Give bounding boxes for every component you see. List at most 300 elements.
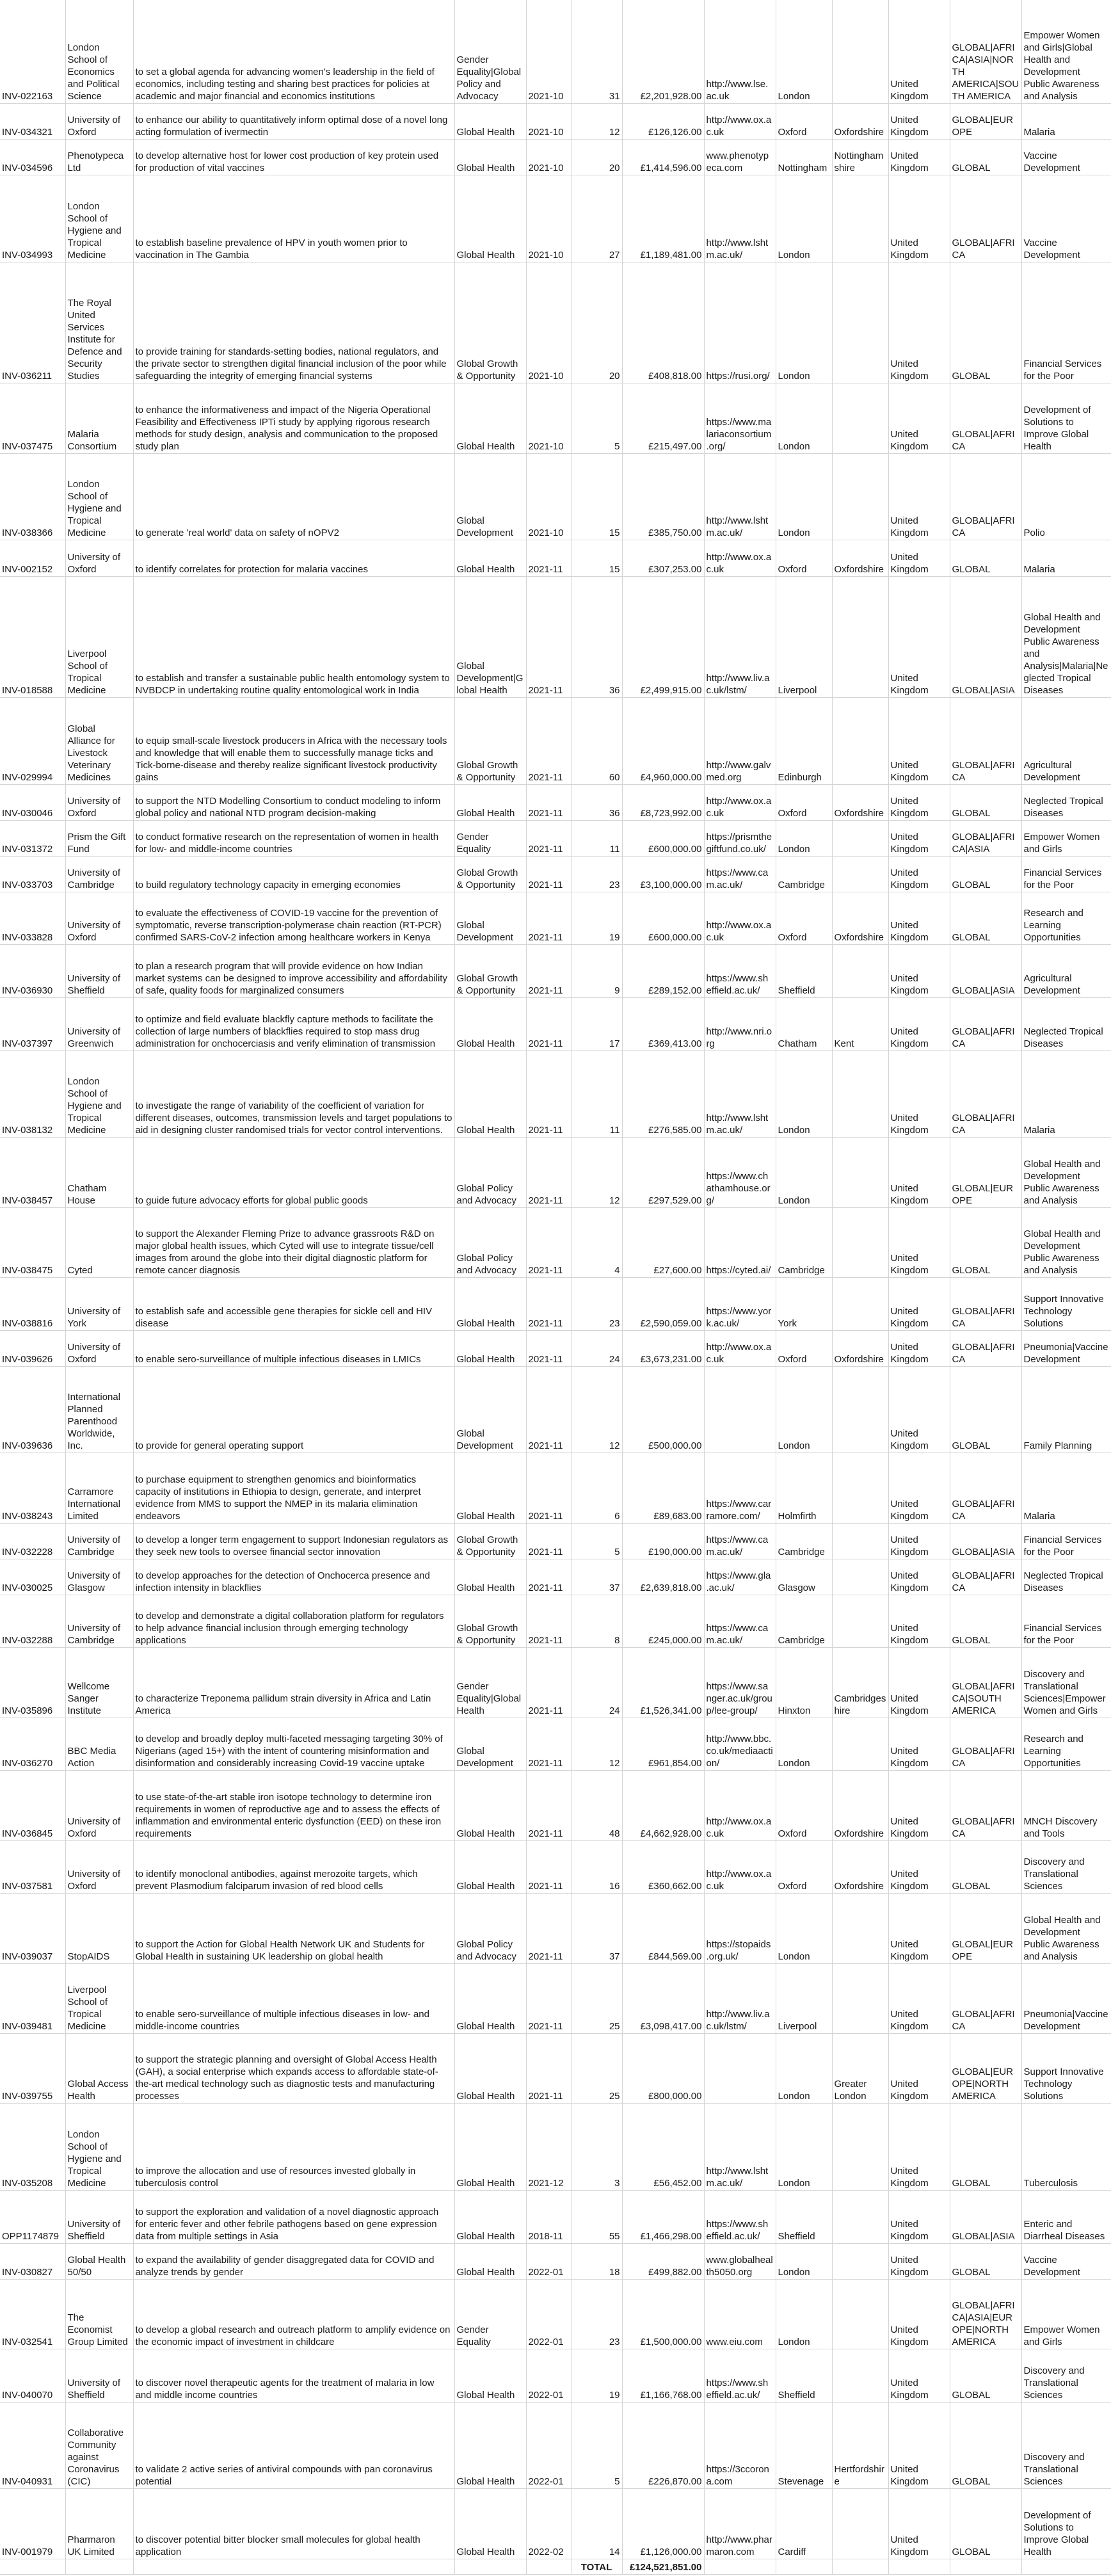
cell-purpose: to develop a global research and outreach platform to amplify evidence on the economic impact of investment in childcare xyxy=(133,2279,454,2349)
cell-grant-id: INV-038132 xyxy=(0,1051,65,1138)
cell-purpose: to enable sero-surveillance of multiple infectious diseases in LMICs xyxy=(133,1330,454,1366)
cell-amount: £408,818.00 xyxy=(622,262,704,383)
cell-city: Oxford xyxy=(776,1771,832,1840)
cell-division: Global Development xyxy=(454,1366,526,1453)
cell-county: Oxfordshire xyxy=(832,1330,888,1366)
cell-country: United Kingdom xyxy=(888,856,950,892)
table-row xyxy=(0,2033,1111,2103)
cell-date: 2021-11 xyxy=(526,697,571,784)
cell-website: https://www.gla.ac.uk/ xyxy=(704,1559,776,1595)
cell-purpose: to purchase equipment to strengthen genomics and bioinformatics capacity of institutions in Ethiopia to design, generate, and interpret evidence from MMS to support the NMEP in its malaria elimination endeavors xyxy=(133,1453,454,1523)
cell-website: www.eiu.com xyxy=(704,2279,776,2349)
cell-country: United Kingdom xyxy=(888,104,950,140)
cell-county xyxy=(832,576,888,697)
cell-grantee: Global Alliance for Livestock Veterinary Medicines xyxy=(65,697,133,784)
cell-website: https://www.sheffield.ac.uk/ xyxy=(704,945,776,998)
cell-county xyxy=(832,2279,888,2349)
cell-region: GLOBAL|EUROPE xyxy=(950,1138,1021,1207)
cell-division: Global Policy and Advocacy xyxy=(454,1207,526,1277)
cell-amount: £126,126.00 xyxy=(622,104,704,140)
cell-duration-months: 24 xyxy=(571,1648,622,1718)
cell-purpose: to validate 2 active series of antiviral compounds with pan coronavirus potential xyxy=(133,2402,454,2489)
cell-region: GLOBAL|ASIA xyxy=(950,2190,1021,2243)
cell-division: Global Health xyxy=(454,1963,526,2033)
cell-grant-id: INV-036845 xyxy=(0,1771,65,1840)
cell-grantee: Prism the Gift Fund xyxy=(65,820,133,856)
cell-topic: Discovery and Translational Sciences xyxy=(1021,1840,1111,1894)
cell-website: https://www.chathamhouse.org/ xyxy=(704,1138,776,1207)
cell-region: GLOBAL xyxy=(950,2349,1021,2402)
cell-purpose: to support the NTD Modelling Consortium to conduct modeling to inform global policy and national NTD program decision-making xyxy=(133,784,454,820)
cell-grant-id: INV-033703 xyxy=(0,856,65,892)
cell-duration-months: 20 xyxy=(571,140,622,175)
cell-grant-id: INV-036270 xyxy=(0,1718,65,1771)
cell-duration-months: 11 xyxy=(571,820,622,856)
cell-county xyxy=(832,856,888,892)
cell-amount: £3,100,000.00 xyxy=(622,856,704,892)
cell-topic: Global Health and Development Public Awareness and Analysis xyxy=(1021,1138,1111,1207)
cell-amount: £1,189,481.00 xyxy=(622,175,704,262)
cell-duration-months: 5 xyxy=(571,383,622,453)
cell-grant-id: INV-035208 xyxy=(0,2104,65,2191)
cell-website: https://www.york.ac.uk/ xyxy=(704,1277,776,1330)
cell-duration-months: 12 xyxy=(571,1138,622,1207)
cell-division: Gender Equality|Global Health xyxy=(454,1648,526,1718)
cell-region: GLOBAL xyxy=(950,1840,1021,1894)
cell-purpose: to develop and broadly deploy multi-faceted messaging targeting 30% of Nigerians (aged 15+) with the intent of countering misinformation and disinformation and considerably increasing Covid-19 vaccine uptake xyxy=(133,1718,454,1771)
cell-grantee: University of Sheffield xyxy=(65,2190,133,2243)
cell-county: Oxfordshire xyxy=(832,540,888,576)
cell-amount: £385,750.00 xyxy=(622,453,704,540)
cell-purpose: to equip small-scale livestock producers in Africa with the necessary tools and knowledge that will enable them to successfully manage ticks and Tick-borne-disease and thereby realize significant livestock productivity gains xyxy=(133,697,454,784)
cell-duration-months: 18 xyxy=(571,2243,622,2279)
cell-date: 2022-01 xyxy=(526,2402,571,2489)
cell-city: Cambridge xyxy=(776,1595,832,1648)
table-row xyxy=(0,2279,1111,2349)
cell-topic: Pneumonia|Vaccine Development xyxy=(1021,1963,1111,2033)
cell-amount: £226,870.00 xyxy=(622,2402,704,2489)
cell-date: 2022-02 xyxy=(526,2489,571,2559)
cell-duration-months: 8 xyxy=(571,1595,622,1648)
cell-grant-id: INV-030827 xyxy=(0,2243,65,2279)
cell-website: https://www.carramore.com/ xyxy=(704,1453,776,1523)
cell-topic: Discovery and Translational Sciences|Empower Women and Girls xyxy=(1021,1648,1111,1718)
cell-grantee: University of Oxford xyxy=(65,1771,133,1840)
cell-city: Sheffield xyxy=(776,945,832,998)
cell-purpose: to support the strategic planning and oversight of Global Access Health (GAH), a social enterprise which expands access to affordable state-of-the-art medical technology such as diagnostic tests and manufacturing processes xyxy=(133,2033,454,2103)
cell-division: Global Policy and Advocacy xyxy=(454,1138,526,1207)
cell-topic: Global Health and Development Public Awareness and Analysis xyxy=(1021,1207,1111,1277)
cell-duration-months: 12 xyxy=(571,104,622,140)
cell-city: London xyxy=(776,1366,832,1453)
cell-purpose: to establish and transfer a sustainable public health entomology system to NVBDCP in undertaking routine quality entomological work in India xyxy=(133,576,454,697)
cell-county xyxy=(832,1523,888,1559)
cell-region: GLOBAL|AFRICA xyxy=(950,997,1021,1051)
cell-duration-months: 5 xyxy=(571,2402,622,2489)
table-row xyxy=(0,383,1111,453)
cell-amount: £1,166,768.00 xyxy=(622,2349,704,2402)
cell-date: 2021-11 xyxy=(526,1771,571,1840)
cell-city: London xyxy=(776,2104,832,2191)
cell-city: Cambridge xyxy=(776,856,832,892)
cell-region: GLOBAL|ASIA xyxy=(950,945,1021,998)
total-row xyxy=(0,2559,1111,2574)
cell-date: 2021-10 xyxy=(526,262,571,383)
total-amount: £124,521,851.00 xyxy=(622,2559,704,2574)
cell-grantee: University of Greenwich xyxy=(65,997,133,1051)
cell-grantee: University of Cambridge xyxy=(65,1595,133,1648)
cell-topic: Support Innovative Technology Solutions xyxy=(1021,2033,1111,2103)
cell-amount: £1,126,000.00 xyxy=(622,2489,704,2559)
cell-city: London xyxy=(776,1051,832,1138)
cell-grant-id: OPP1174879 xyxy=(0,2190,65,2243)
table-row xyxy=(0,262,1111,383)
cell-country: United Kingdom xyxy=(888,1894,950,1963)
table-row xyxy=(0,945,1111,998)
cell-city: Holmfirth xyxy=(776,1453,832,1523)
cell-duration-months: 9 xyxy=(571,945,622,998)
cell-division: Global Health xyxy=(454,1277,526,1330)
cell-grantee: London School of Hygiene and Tropical Medicine xyxy=(65,175,133,262)
cell-grantee: London School of Hygiene and Tropical Medicine xyxy=(65,453,133,540)
cell-county xyxy=(832,262,888,383)
cell-grantee: StopAIDS xyxy=(65,1894,133,1963)
cell-division: Global Health xyxy=(454,2402,526,2489)
cell-topic: Agricultural Development xyxy=(1021,697,1111,784)
cell-amount: £1,466,298.00 xyxy=(622,2190,704,2243)
table-row xyxy=(0,1277,1111,1330)
cell-grantee: London School of Hygiene and Tropical Medicine xyxy=(65,2104,133,2191)
cell-topic: Financial Services for the Poor xyxy=(1021,1523,1111,1559)
cell-date: 2021-11 xyxy=(526,784,571,820)
cell-amount: £245,000.00 xyxy=(622,1595,704,1648)
cell-county xyxy=(832,697,888,784)
cell-duration-months: 14 xyxy=(571,2489,622,2559)
cell-country: United Kingdom xyxy=(888,892,950,945)
cell-topic: Empower Women and Girls|Global Health and Development Public Awareness and Analysis xyxy=(1021,0,1111,104)
cell-county xyxy=(832,453,888,540)
cell-division: Global Policy and Advocacy xyxy=(454,1894,526,1963)
table-row xyxy=(0,140,1111,175)
cell-county xyxy=(832,1718,888,1771)
cell-topic: Development of Solutions to Improve Global Health xyxy=(1021,2489,1111,2559)
cell-city: London xyxy=(776,383,832,453)
cell-duration-months: 36 xyxy=(571,784,622,820)
cell-region: GLOBAL|AFRICA|ASIA|NORTH AMERICA|SOUTH AMERICA xyxy=(950,0,1021,104)
cell-division: Global Health xyxy=(454,1840,526,1894)
cell-division: Global Health xyxy=(454,2104,526,2191)
cell-website: http://www.lshtm.ac.uk/ xyxy=(704,453,776,540)
cell-date: 2021-12 xyxy=(526,2104,571,2191)
cell-country: United Kingdom xyxy=(888,1840,950,1894)
table-row xyxy=(0,2402,1111,2489)
cell-grantee: University of York xyxy=(65,1277,133,1330)
cell-country: United Kingdom xyxy=(888,0,950,104)
cell-grant-id: INV-032288 xyxy=(0,1595,65,1648)
cell-duration-months: 37 xyxy=(571,1559,622,1595)
cell-grant-id: INV-035896 xyxy=(0,1648,65,1718)
cell-country: United Kingdom xyxy=(888,1559,950,1595)
cell-purpose: to enable sero-surveillance of multiple infectious diseases in low- and middle-income countries xyxy=(133,1963,454,2033)
cell-division: Global Growth & Opportunity xyxy=(454,856,526,892)
cell-topic: Financial Services for the Poor xyxy=(1021,1595,1111,1648)
cell-country: United Kingdom xyxy=(888,262,950,383)
cell-topic: Global Health and Development Public Awareness and Analysis|Malaria|Neglected Tropical Diseases xyxy=(1021,576,1111,697)
cell-city: Oxford xyxy=(776,104,832,140)
cell-purpose: to develop approaches for the detection of Onchocerca presence and infection intensity in blackflies xyxy=(133,1559,454,1595)
cell-city: Liverpool xyxy=(776,576,832,697)
cell-topic: Vaccine Development xyxy=(1021,175,1111,262)
cell-city: York xyxy=(776,1277,832,1330)
cell-duration-months: 36 xyxy=(571,576,622,697)
cell-country: United Kingdom xyxy=(888,1453,950,1523)
cell-city: Oxford xyxy=(776,784,832,820)
table-row xyxy=(0,1718,1111,1771)
cell-date: 2021-11 xyxy=(526,1138,571,1207)
cell-amount: £1,526,341.00 xyxy=(622,1648,704,1718)
cell-purpose: to conduct formative research on the representation of women in health for low- and middle-income countries xyxy=(133,820,454,856)
cell-duration-months: 6 xyxy=(571,1453,622,1523)
cell-purpose: to enhance our ability to quantitatively inform optimal dose of a novel long acting formulation of ivermectin xyxy=(133,104,454,140)
cell-city: London xyxy=(776,262,832,383)
cell-city: Sheffield xyxy=(776,2349,832,2402)
cell-amount: £2,201,928.00 xyxy=(622,0,704,104)
cell-amount: £89,683.00 xyxy=(622,1453,704,1523)
cell-purpose: to support the Alexander Fleming Prize to advance grassroots R&D on major global health issues, which Cyted will use to integrate tissue/cell images from around the globe into their digital diagnostic platform for remote cancer diagnosis xyxy=(133,1207,454,1277)
cell-division: Global Health xyxy=(454,2190,526,2243)
cell-city: Chatham xyxy=(776,997,832,1051)
cell-purpose: to establish safe and accessible gene therapies for sickle cell and HIV disease xyxy=(133,1277,454,1330)
cell-topic: Research and Learning Opportunities xyxy=(1021,1718,1111,1771)
table-row xyxy=(0,576,1111,697)
cell-duration-months: 5 xyxy=(571,1523,622,1559)
cell-amount: £2,590,059.00 xyxy=(622,1277,704,1330)
cell-county xyxy=(832,2243,888,2279)
cell-county xyxy=(832,175,888,262)
cell-duration-months: 20 xyxy=(571,262,622,383)
cell-date: 2022-01 xyxy=(526,2349,571,2402)
cell-city: Oxford xyxy=(776,540,832,576)
cell-grant-id: INV-038475 xyxy=(0,1207,65,1277)
cell-duration-months: 3 xyxy=(571,2104,622,2191)
cell-grantee: University of Oxford xyxy=(65,892,133,945)
cell-amount: £3,673,231.00 xyxy=(622,1330,704,1366)
cell-county xyxy=(832,383,888,453)
cell-region: GLOBAL xyxy=(950,1366,1021,1453)
cell-grant-id: INV-034596 xyxy=(0,140,65,175)
cell-division: Global Growth & Opportunity xyxy=(454,697,526,784)
cell-amount: £1,414,596.00 xyxy=(622,140,704,175)
cell-grant-id: INV-038366 xyxy=(0,453,65,540)
cell-amount: £499,882.00 xyxy=(622,2243,704,2279)
cell-division: Global Growth & Opportunity xyxy=(454,262,526,383)
table-row xyxy=(0,856,1111,892)
cell-purpose: to discover novel therapeutic agents for the treatment of malaria in low and middle income countries xyxy=(133,2349,454,2402)
cell-grantee: Wellcome Sanger Institute xyxy=(65,1648,133,1718)
cell-duration-months: 11 xyxy=(571,1051,622,1138)
cell-topic: MNCH Discovery and Tools xyxy=(1021,1771,1111,1840)
table-row xyxy=(0,2190,1111,2243)
cell-county xyxy=(832,0,888,104)
cell-date: 2021-11 xyxy=(526,1894,571,1963)
cell-website: http://www.liv.ac.uk/lstm/ xyxy=(704,576,776,697)
cell-purpose: to establish baseline prevalence of HPV in youth women prior to vaccination in The Gambia xyxy=(133,175,454,262)
total-section xyxy=(0,2559,1111,2574)
cell-country: United Kingdom xyxy=(888,1648,950,1718)
table-row xyxy=(0,540,1111,576)
cell-city: Cambridge xyxy=(776,1207,832,1277)
cell-country: United Kingdom xyxy=(888,576,950,697)
cell-date: 2022-01 xyxy=(526,2279,571,2349)
cell-region: GLOBAL|AFRICA xyxy=(950,453,1021,540)
cell-county xyxy=(832,2349,888,2402)
cell-purpose: to characterize Treponema pallidum strain diversity in Africa and Latin America xyxy=(133,1648,454,1718)
cell-grantee: Global Access Health xyxy=(65,2033,133,2103)
cell-city: London xyxy=(776,1718,832,1771)
cell-date: 2021-11 xyxy=(526,1277,571,1330)
cell-purpose: to support the Action for Global Health Network UK and Students for Global Health in sustaining UK leadership on global health xyxy=(133,1894,454,1963)
cell-date: 2018-11 xyxy=(526,2190,571,2243)
cell-topic: Vaccine Development xyxy=(1021,140,1111,175)
cell-duration-months: 23 xyxy=(571,1277,622,1330)
cell-division: Global Development|Global Health xyxy=(454,576,526,697)
cell-division: Global Development xyxy=(454,1718,526,1771)
cell-grantee: Chatham House xyxy=(65,1138,133,1207)
cell-grant-id: INV-030025 xyxy=(0,1559,65,1595)
cell-amount: £369,413.00 xyxy=(622,997,704,1051)
cell-grantee: University of Oxford xyxy=(65,104,133,140)
cell-region: GLOBAL|AFRICA xyxy=(950,1330,1021,1366)
cell-country: United Kingdom xyxy=(888,2279,950,2349)
cell-duration-months: 23 xyxy=(571,2279,622,2349)
cell-grant-id: INV-036930 xyxy=(0,945,65,998)
cell-city: Oxford xyxy=(776,892,832,945)
cell-topic: Support Innovative Technology Solutions xyxy=(1021,1277,1111,1330)
cell-website: http://www.ox.ac.uk xyxy=(704,1771,776,1840)
cell-county xyxy=(832,1277,888,1330)
cell-division: Global Health xyxy=(454,2349,526,2402)
cell-website: http://www.liv.ac.uk/lstm/ xyxy=(704,1963,776,2033)
cell-grantee: BBC Media Action xyxy=(65,1718,133,1771)
cell-website: https://www.sheffield.ac.uk/ xyxy=(704,2190,776,2243)
cell-duration-months: 15 xyxy=(571,540,622,576)
cell-county: Oxfordshire xyxy=(832,104,888,140)
table-row xyxy=(0,1894,1111,1963)
cell-grant-id: INV-037475 xyxy=(0,383,65,453)
table-row xyxy=(0,1840,1111,1894)
cell-region: GLOBAL xyxy=(950,1207,1021,1277)
cell-date: 2021-10 xyxy=(526,383,571,453)
cell-date: 2021-10 xyxy=(526,453,571,540)
cell-grant-id: INV-031372 xyxy=(0,820,65,856)
cell-division: Global Development xyxy=(454,453,526,540)
table-row xyxy=(0,2489,1111,2559)
cell-website: http://www.bbc.co.uk/mediaaction/ xyxy=(704,1718,776,1771)
cell-date: 2021-10 xyxy=(526,140,571,175)
cell-division: Global Health xyxy=(454,140,526,175)
cell-grant-id: INV-001979 xyxy=(0,2489,65,2559)
cell-website: https://www.cam.ac.uk/ xyxy=(704,1595,776,1648)
cell-region: GLOBAL xyxy=(950,540,1021,576)
cell-grant-id: INV-033828 xyxy=(0,892,65,945)
cell-grant-id: INV-002152 xyxy=(0,540,65,576)
cell-amount: £360,662.00 xyxy=(622,1840,704,1894)
cell-duration-months: 25 xyxy=(571,2033,622,2103)
cell-duration-months: 25 xyxy=(571,1963,622,2033)
cell-date: 2021-11 xyxy=(526,1207,571,1277)
cell-grant-id: INV-039636 xyxy=(0,1366,65,1453)
cell-city: London xyxy=(776,453,832,540)
cell-region: GLOBAL xyxy=(950,2104,1021,2191)
cell-amount: £2,639,818.00 xyxy=(622,1559,704,1595)
table-row xyxy=(0,1051,1111,1138)
cell-division: Global Health xyxy=(454,1051,526,1138)
cell-city: London xyxy=(776,2279,832,2349)
cell-country: United Kingdom xyxy=(888,1523,950,1559)
cell-division: Global Health xyxy=(454,540,526,576)
cell-date: 2021-11 xyxy=(526,820,571,856)
cell-date: 2021-11 xyxy=(526,856,571,892)
cell-duration-months: 4 xyxy=(571,1207,622,1277)
cell-grant-id: INV-018588 xyxy=(0,576,65,697)
cell-division: Global Growth & Opportunity xyxy=(454,1595,526,1648)
cell-website: https://cyted.ai/ xyxy=(704,1207,776,1277)
cell-country: United Kingdom xyxy=(888,1595,950,1648)
table-row xyxy=(0,1207,1111,1277)
cell-purpose: to develop alternative host for lower cost production of key protein used for production of vital vaccines xyxy=(133,140,454,175)
cell-website: https://www.cam.ac.uk/ xyxy=(704,856,776,892)
cell-grantee: University of Oxford xyxy=(65,784,133,820)
cell-county xyxy=(832,1138,888,1207)
cell-topic: Polio xyxy=(1021,453,1111,540)
cell-grantee: London School of Hygiene and Tropical Medicine xyxy=(65,1051,133,1138)
cell-country: United Kingdom xyxy=(888,2190,950,2243)
cell-date: 2021-10 xyxy=(526,175,571,262)
cell-amount: £27,600.00 xyxy=(622,1207,704,1277)
cell-division: Global Health xyxy=(454,997,526,1051)
cell-grantee: Pharmaron UK Limited xyxy=(65,2489,133,2559)
cell-division: Global Growth & Opportunity xyxy=(454,1523,526,1559)
cell-division: Global Health xyxy=(454,2033,526,2103)
cell-grant-id: INV-039626 xyxy=(0,1330,65,1366)
cell-division: Global Growth & Opportunity xyxy=(454,945,526,998)
cell-purpose: to guide future advocacy efforts for global public goods xyxy=(133,1138,454,1207)
cell-duration-months: 19 xyxy=(571,2349,622,2402)
cell-grant-id: INV-034321 xyxy=(0,104,65,140)
cell-division: Global Health xyxy=(454,1453,526,1523)
cell-county xyxy=(832,2104,888,2191)
cell-date: 2021-11 xyxy=(526,997,571,1051)
cell-website: https://www.malariaconsortium.org/ xyxy=(704,383,776,453)
cell-country: United Kingdom xyxy=(888,453,950,540)
cell-county: Oxfordshire xyxy=(832,892,888,945)
cell-region: GLOBAL|AFRICA xyxy=(950,383,1021,453)
cell-duration-months: 12 xyxy=(571,1718,622,1771)
cell-date: 2021-11 xyxy=(526,1840,571,1894)
cell-country: United Kingdom xyxy=(888,2402,950,2489)
cell-region: GLOBAL xyxy=(950,2243,1021,2279)
cell-city: Glasgow xyxy=(776,1559,832,1595)
cell-region: GLOBAL|EUROPE xyxy=(950,1894,1021,1963)
cell-duration-months: 27 xyxy=(571,175,622,262)
cell-country: United Kingdom xyxy=(888,1138,950,1207)
cell-duration-months: 16 xyxy=(571,1840,622,1894)
cell-region: GLOBAL xyxy=(950,140,1021,175)
cell-city: Oxford xyxy=(776,1840,832,1894)
cell-amount: £961,854.00 xyxy=(622,1718,704,1771)
cell-region: GLOBAL xyxy=(950,856,1021,892)
cell-topic: Malaria xyxy=(1021,1453,1111,1523)
